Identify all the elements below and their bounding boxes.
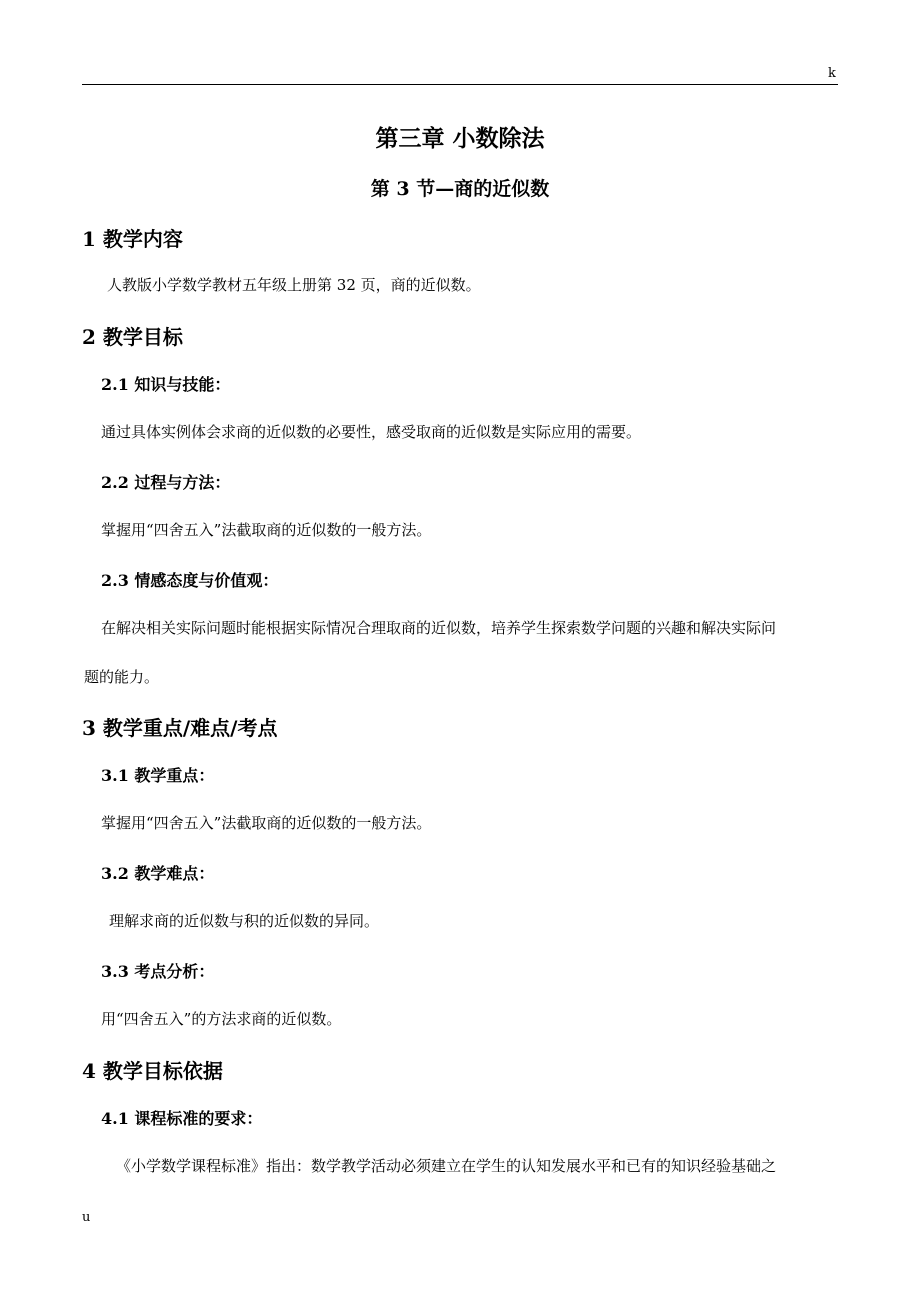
subheading-teaching-difficulty: 3.2 教学难点：: [101, 864, 215, 883]
heading-teaching-content: 1 教学内容: [82, 227, 183, 251]
paragraph-attitudes-values-line2: 题的能力。: [84, 668, 160, 686]
chapter-title: 第三章 小数除法: [375, 125, 545, 152]
header-mark: k: [828, 66, 836, 81]
paragraph-knowledge-skills: 通过具体实例体会求商的近似数的必要性，感受取商的近似数是实际应用的需要。: [101, 423, 642, 441]
footer-mark: u: [82, 1210, 91, 1225]
paragraph-curriculum-requirements: 《小学数学课程标准》指出：数学教学活动必须建立在学生的认知发展水平和已有的知识经验基础之: [116, 1157, 777, 1175]
heading-key-points: 3 教学重点/难点/考点: [82, 716, 278, 740]
subheading-curriculum-requirements: 4.1 课程标准的要求：: [101, 1109, 263, 1128]
heading-teaching-goals: 2 教学目标: [82, 325, 183, 349]
paragraph-exam-analysis: 用“四舍五入”的方法求商的近似数。: [101, 1010, 342, 1028]
header-rule: [82, 84, 838, 85]
subheading-process-methods: 2.2 过程与方法：: [101, 473, 231, 492]
subheading-knowledge-skills: 2.1 知识与技能：: [101, 375, 231, 394]
section-title: 第 3 节—商的近似数: [370, 178, 550, 200]
subheading-attitudes-values: 2.3 情感态度与价值观：: [101, 571, 279, 590]
paragraph-teaching-focus: 掌握用“四舍五入”法截取商的近似数的一般方法。: [101, 814, 432, 832]
paragraph-teaching-content: 人教版小学数学教材五年级上册第 32 页，商的近似数。: [107, 276, 481, 294]
paragraph-teaching-difficulty: 理解求商的近似数与积的近似数的异同。: [109, 912, 380, 930]
heading-goal-basis: 4 教学目标依据: [82, 1059, 223, 1083]
paragraph-process-methods: 掌握用“四舍五入”法截取商的近似数的一般方法。: [101, 521, 432, 539]
subheading-teaching-focus: 3.1 教学重点：: [101, 766, 215, 785]
paragraph-attitudes-values-line1: 在解决相关实际问题时能根据实际情况合理取商的近似数，培养学生探索数学问题的兴趣和解决实际问: [101, 619, 777, 637]
subheading-exam-analysis: 3.3 考点分析：: [101, 962, 215, 981]
